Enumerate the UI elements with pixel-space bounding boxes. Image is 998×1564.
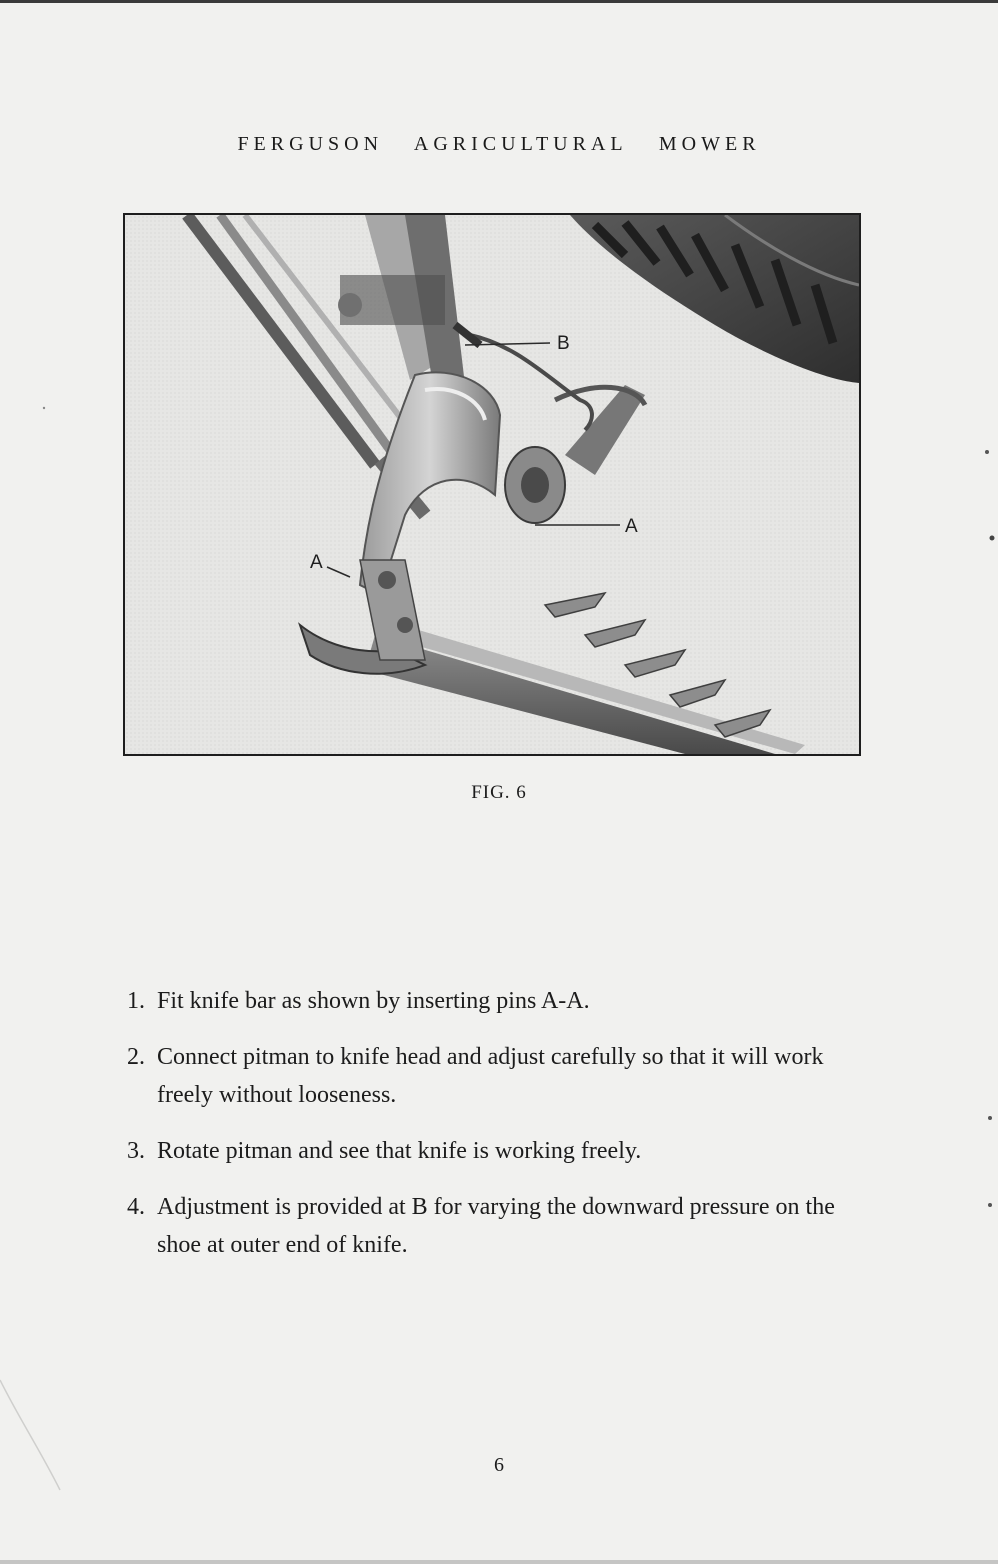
instruction-text: Rotate pitman and see that knife is working freely. xyxy=(157,1138,642,1164)
instruction-number: 1. xyxy=(127,988,145,1014)
page-number: 6 xyxy=(494,1454,504,1476)
callout-a-left-label: A xyxy=(310,552,323,573)
figure-photo xyxy=(123,213,861,756)
instruction-text: Connect pitman to knife head and adjust carefully so that it will work freely without looseness. xyxy=(157,1044,824,1108)
running-header: FERGUSON AGRICULTURAL MOWER xyxy=(237,133,761,155)
instruction-text: Fit knife bar as shown by inserting pins A-A. xyxy=(157,988,590,1014)
instruction-item xyxy=(127,1038,867,1114)
instruction-item xyxy=(127,982,867,1020)
callout-a-right-label: A xyxy=(625,516,638,537)
instruction-number: 3. xyxy=(127,1138,145,1164)
instruction-number: 4. xyxy=(127,1194,145,1220)
instruction-item xyxy=(127,1132,867,1170)
instruction-text: Adjustment is provided at B for varying the downward pressure on the shoe at outer end of knife. xyxy=(157,1194,835,1258)
callout-b-label: B xyxy=(557,333,570,354)
instruction-list xyxy=(127,982,867,1282)
instruction-number: 2. xyxy=(127,1044,145,1070)
figure-caption: FIG. 6 xyxy=(471,782,527,803)
instruction-item xyxy=(127,1188,867,1264)
top-edge-rule xyxy=(0,0,998,3)
mower-illustration xyxy=(125,215,859,754)
